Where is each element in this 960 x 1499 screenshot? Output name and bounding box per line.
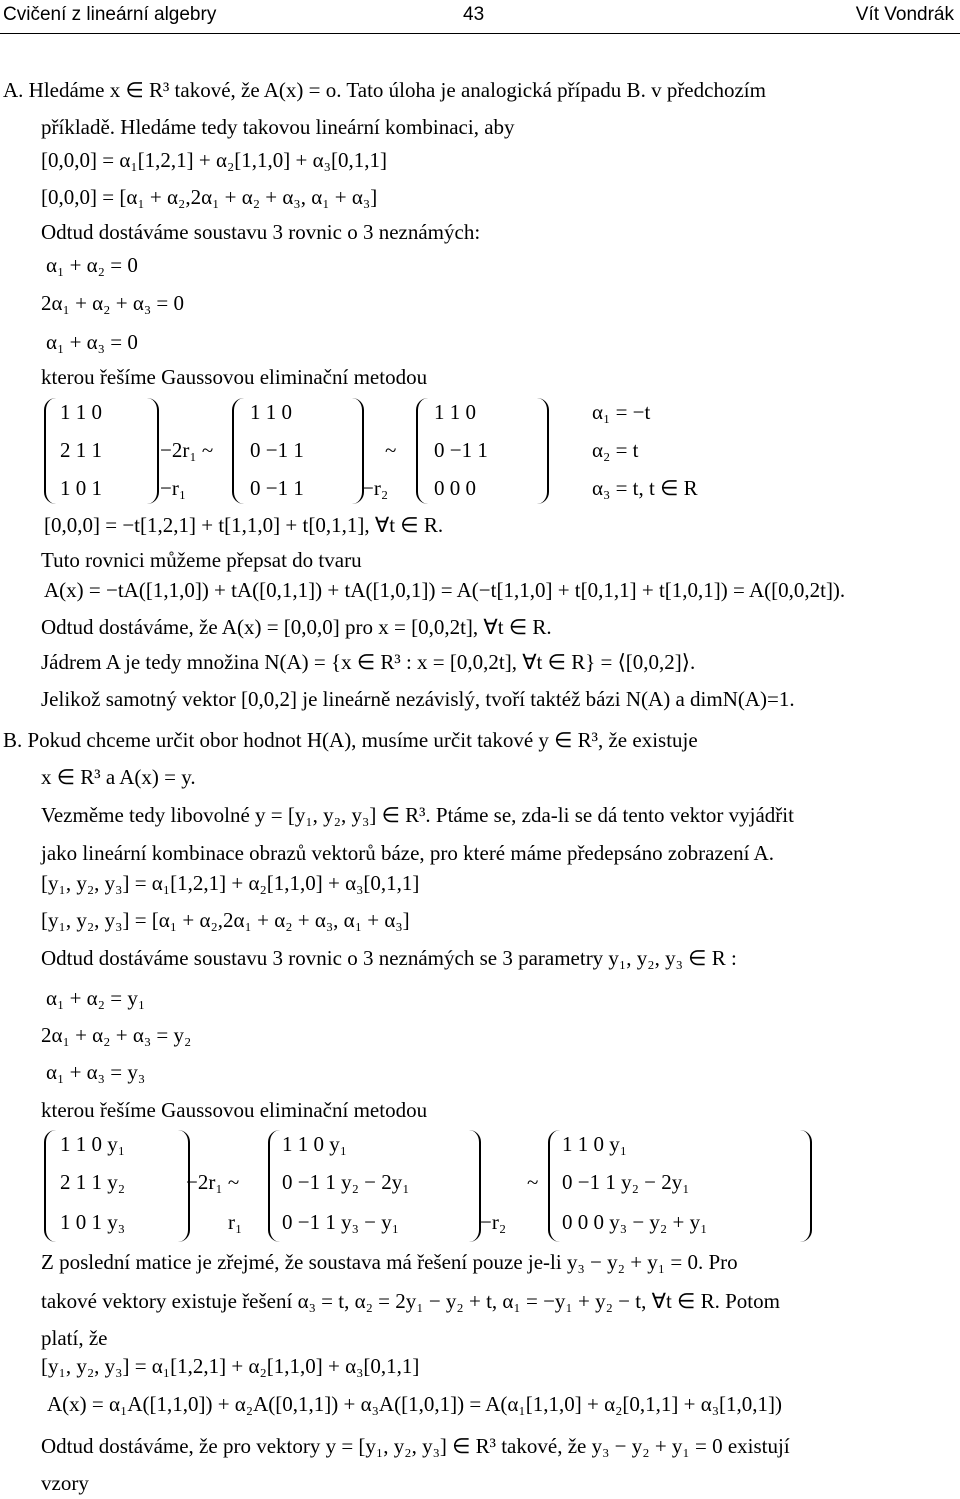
text-line: 2α₁ + α₂ + α₃ = y₂ <box>41 1023 192 1047</box>
matrix-cell: α₃ = t, t ∈ R <box>592 476 698 500</box>
text-line: α₁ + α₃ = 0 <box>46 330 138 354</box>
text-line: [0,0,0] = [α₁ + α₂,2α₁ + α₂ + α₃, α₁ + α₃] <box>41 185 378 209</box>
header-author: Vít Vondrák <box>855 4 954 25</box>
matrix-cell: 0 −1 1 <box>434 438 488 462</box>
matrix-cell: −r₂ <box>480 1210 507 1234</box>
matrix-cell: 0 −1 1 y₂ − 2y₁ <box>282 1170 410 1194</box>
text-line: Jelikož samotný vektor [0,0,2] je lineárně nezávislý, tvoří taktéž bázi N(A) a dimN(A)=1. <box>41 687 795 711</box>
matrix-cell: α₂ = t <box>592 438 639 462</box>
text-line: 2α₁ + α₂ + α₃ = 0 <box>41 291 185 315</box>
matrix-bracket <box>44 398 56 504</box>
matrix-cell: 1 1 0 <box>434 400 476 424</box>
matrix-bracket <box>147 398 159 504</box>
matrix-bracket <box>268 1130 280 1242</box>
matrix-cell: −2r₁ ~ <box>160 438 214 462</box>
matrix-cell: ~ <box>385 438 397 462</box>
text-line: x ∈ R³ a A(x) = y. <box>41 765 196 789</box>
text-line: [y₁, y₂, y₃] = α₁[1,2,1] + α₂[1,1,0] + α₃[0,1,1] <box>41 1354 420 1378</box>
matrix-cell: 0 −1 1 y₂ − 2y₁ <box>562 1170 690 1194</box>
text-line: kterou řešíme Gaussovou eliminační metodou <box>41 365 428 389</box>
matrix-cell: 0 −1 1 <box>250 438 304 462</box>
text-line: A(x) = −tA([1,1,0]) + tA([0,1,1]) + tA([1,0,1]) = A(−t[1,1,0] + t[0,1,1] + t[1,0,1]) = A([0,0,2t]). <box>44 578 846 602</box>
matrix-bracket <box>537 398 549 504</box>
matrix-cell: 0 −1 1 y₃ − y₁ <box>282 1210 400 1234</box>
text-line: příkladě. Hledáme tedy takovou lineární kombinaci, aby <box>41 115 515 139</box>
matrix-cell: α₁ = −t <box>592 400 651 424</box>
header-rule <box>0 33 960 34</box>
matrix-bracket <box>800 1130 812 1242</box>
matrix-cell: 1 1 0 <box>60 400 102 424</box>
matrix-cell: 0 −1 1 <box>250 476 304 500</box>
text-line: α₁ + α₃ = y₃ <box>46 1060 146 1084</box>
matrix-cell: 1 0 1 <box>60 476 102 500</box>
text-line: Odtud dostáváme, že A(x) = [0,0,0] pro x = [0,0,2t], ∀t ∈ R. <box>41 615 552 639</box>
text-line: α₁ + α₂ = 0 <box>46 253 138 277</box>
matrix-cell: 1 1 0 y₁ <box>60 1132 126 1156</box>
matrix-cell: 1 1 0 <box>250 400 292 424</box>
text-line: Odtud dostáváme soustavu 3 rovnic o 3 neznámých se 3 parametry y₁, y₂, y₃ ∈ R : <box>41 946 737 970</box>
text-line: A(x) = α₁A([1,1,0]) + α₂A([0,1,1]) + α₃A([1,0,1]) = A(α₁[1,1,0] + α₂[0,1,1] + α₃[1,0,1]) <box>47 1392 783 1416</box>
matrix-cell: −2r₁ ~ <box>186 1170 240 1194</box>
text-line: platí, že <box>41 1326 108 1350</box>
matrix-cell: 2 1 1 y₂ <box>60 1170 126 1194</box>
matrix-bracket <box>232 398 244 504</box>
text-line: Tuto rovnici můžeme přepsat do tvaru <box>41 548 362 572</box>
text-line: [y₁, y₂, y₃] = α₁[1,2,1] + α₂[1,1,0] + α₃[0,1,1] <box>41 871 420 895</box>
page-number: 43 <box>463 4 485 25</box>
matrix-bracket <box>416 398 428 504</box>
text-line: Jádrem A je tedy množina N(A) = {x ∈ R³ : x = [0,0,2t], ∀t ∈ R} = ⟨[0,0,2]⟩. <box>41 650 696 674</box>
text-line: vzory <box>41 1471 89 1495</box>
text-line: Odtud dostáváme, že pro vektory y = [y₁, y₂, y₃] ∈ R³ takové, že y₃ − y₂ + y₁ = 0 existují <box>41 1434 790 1458</box>
matrix-cell: 0 0 0 y₃ − y₂ + y₁ <box>562 1210 708 1234</box>
matrix-bracket <box>44 1130 56 1242</box>
text-line: Vezměme tedy libovolné y = [y₁, y₂, y₃] ∈ R³. Ptáme se, zda-li se dá tento vektor vyjádřit <box>41 803 794 827</box>
text-line: [0,0,0] = −t[1,2,1] + t[1,1,0] + t[0,1,1], ∀t ∈ R. <box>44 513 444 537</box>
text-line: Odtud dostáváme soustavu 3 rovnic o 3 neznámých: <box>41 220 481 244</box>
matrix-cell: 2 1 1 <box>60 438 102 462</box>
text-line: B. Pokud chceme určit obor hodnot H(A), musíme určit takové y ∈ R³, že existuje <box>3 728 698 752</box>
text-line: jako lineární kombinace obrazů vektorů báze, pro které máme předepsáno zobrazení A. <box>41 841 774 865</box>
text-line: [y₁, y₂, y₃] = [α₁ + α₂,2α₁ + α₂ + α₃, α₁ + α₃] <box>41 908 410 932</box>
text-line: kterou řešíme Gaussovou eliminační metodou <box>41 1098 428 1122</box>
text-line: takové vektory existuje řešení α₃ = t, α₂ = 2y₁ − y₂ + t, α₁ = −y₁ + y₂ − t, ∀t ∈ R. Potom <box>41 1289 780 1313</box>
matrix-cell: 1 1 0 y₁ <box>282 1132 348 1156</box>
header-title: Cvičení z lineární algebry <box>3 4 217 25</box>
text-line: α₁ + α₂ = y₁ <box>46 986 146 1010</box>
text-line: Z poslední matice je zřejmé, že soustava má řešení pouze je-li y₃ − y₂ + y₁ = 0. Pro <box>41 1250 738 1274</box>
matrix-cell: −r₂ <box>362 476 389 500</box>
matrix-cell: ~ <box>527 1170 539 1194</box>
matrix-cell: 0 0 0 <box>434 476 476 500</box>
matrix-cell: −r₁ <box>160 476 187 500</box>
matrix-cell: r₁ <box>228 1210 243 1234</box>
matrix-cell: 1 1 0 y₁ <box>562 1132 628 1156</box>
text-line: [0,0,0] = α₁[1,2,1] + α₂[1,1,0] + α₃[0,1,1] <box>41 148 387 172</box>
matrix-bracket <box>548 1130 560 1242</box>
text-line: A. Hledáme x ∈ R³ takové, že A(x) = o. Tato úloha je analogická případu B. v předchozím <box>3 78 766 102</box>
matrix-cell: 1 0 1 y₃ <box>60 1210 126 1234</box>
